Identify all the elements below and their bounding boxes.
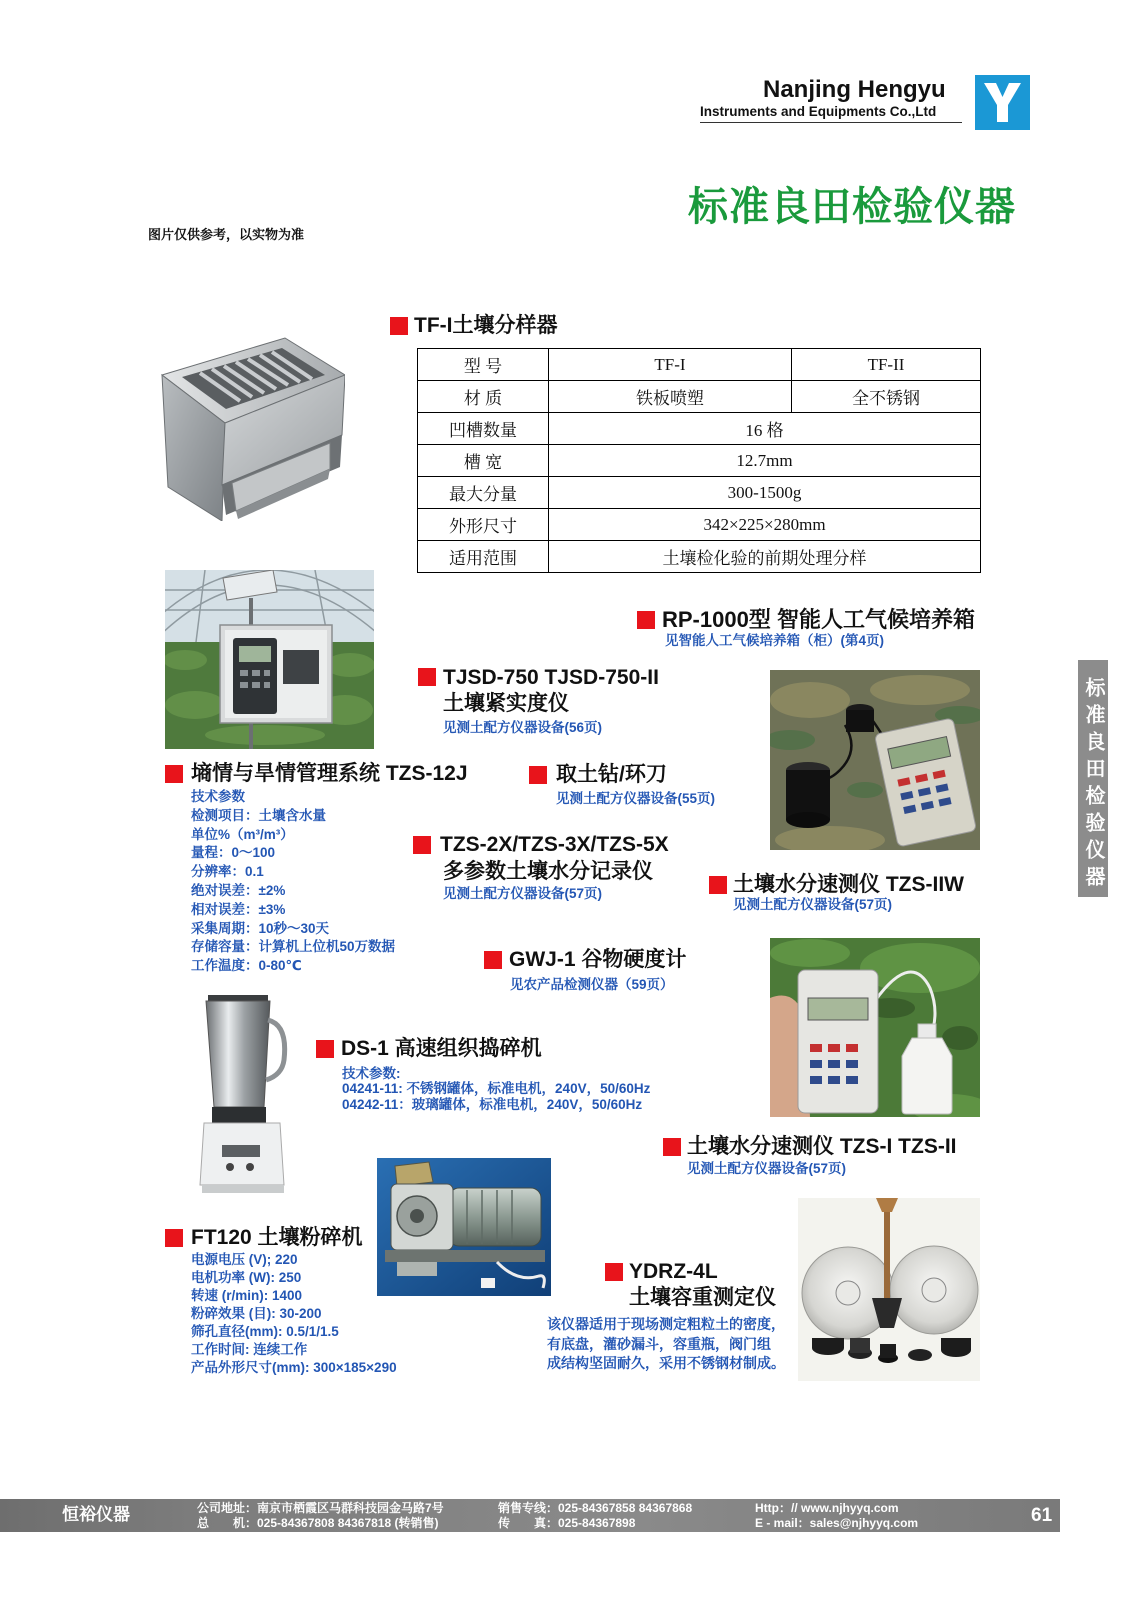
tzs-iiw-title: 土壤水分速测仪 TZS-IIW — [733, 873, 964, 896]
list-item: 04241-11: 不锈钢罐体，标准电机，240V，50/60Hz — [342, 1081, 651, 1096]
table-row-label: 槽 宽 — [418, 445, 549, 477]
table-row — [418, 413, 981, 445]
list-item: 电源电压 (V); 220 — [191, 1252, 298, 1267]
list-item: 检测项目：土壤含水量 — [191, 807, 326, 823]
list-item: 采集周期：10秒～30天 — [191, 920, 330, 936]
company-subtitle: Instruments and Equipments Co.,Ltd — [700, 104, 937, 119]
ft120-spec-list — [191, 1251, 397, 1377]
red-marker-icon — [390, 317, 408, 335]
red-marker-icon — [165, 765, 183, 783]
gwj1-title: GWJ-1 谷物硬度计 — [509, 948, 687, 971]
tzs2x-reference-link[interactable]: 见测土配方仪器设备(57页) — [443, 886, 603, 901]
soil-auger-reference-link[interactable]: 见测土配方仪器设备(55页) — [556, 791, 716, 806]
list-item: 单位%（m³/m³） — [191, 826, 294, 842]
list-item: 产品外形尺寸(mm): 300×185×290 — [191, 1360, 397, 1375]
gwj1-reference-link[interactable]: 见农产品检测仪器（59页） — [510, 977, 674, 992]
handheld-soil-moisture-meter-photo — [770, 938, 980, 1117]
red-marker-icon — [663, 1138, 681, 1156]
greenhouse-monitoring-station-photo — [165, 570, 374, 749]
ds1-title: DS-1 高速组织捣碎机 — [341, 1037, 542, 1060]
red-marker-icon — [529, 766, 547, 784]
red-marker-icon — [637, 611, 655, 629]
soil-sample-splitter-photo — [160, 335, 345, 521]
list-item: 成结构坚固耐久，采用不锈钢材制成。 — [547, 1355, 785, 1371]
rp1000-reference-link[interactable]: 见智能人工气候培养箱（柜）(第4页) — [665, 633, 884, 648]
table-cell: 342×225×280mm — [549, 509, 981, 541]
list-item: 筛孔直径(mm): 0.5/1/1.5 — [191, 1324, 339, 1339]
ds1-spec-list — [342, 1081, 650, 1113]
image-disclaimer: 图片仅供参考，以实物为准 — [148, 227, 305, 242]
red-marker-icon — [316, 1040, 334, 1058]
table-cell: 300-1500g — [549, 477, 981, 509]
red-marker-icon — [709, 876, 727, 894]
section-side-tab[interactable]: 标准良田检验仪器 — [1078, 660, 1108, 897]
tzs-i-title: 土壤水分速测仪 TZS-I TZS-II — [687, 1135, 957, 1158]
footer-switchboard: 总 机：025-84367808 84367818 (转销售) — [197, 1516, 439, 1530]
tjsd-title: TJSD-750 TJSD-750-II — [443, 666, 659, 689]
footer-sales-line: 销售专线：025-84367858 84367868 — [498, 1501, 693, 1515]
list-item: 量程：0～100 — [191, 845, 276, 861]
tzs-iiw-reference-link[interactable]: 见测土配方仪器设备(57页) — [733, 897, 893, 912]
table-row — [418, 541, 981, 573]
list-item: 存储容量：计算机上位机50万数据 — [191, 939, 396, 955]
hengyu-logo-icon — [975, 75, 1030, 130]
table-cell: 12.7mm — [549, 445, 981, 477]
table-cell: TF-II — [792, 349, 981, 381]
soil-moisture-recorder-photo — [770, 670, 980, 850]
tzs-i-reference-link[interactable]: 见测土配方仪器设备(57页) — [687, 1161, 847, 1176]
table-row-label: 适用范围 — [418, 541, 549, 573]
list-item: 有底盘，灌砂漏斗，容重瓶，阀门组 — [547, 1335, 771, 1352]
table-row — [418, 445, 981, 477]
footer-address: 公司地址：南京市栖霞区马群科技园金马路7号 — [197, 1501, 444, 1515]
table-row — [418, 509, 981, 541]
list-item: 技术参数 — [191, 789, 245, 804]
table-row-label: 材 质 — [418, 381, 549, 413]
tf1-title: TF-I土壤分样器 — [414, 314, 558, 337]
table-row-label: 凹槽数量 — [418, 413, 549, 445]
table-row — [418, 349, 981, 381]
list-item: 分辨率：0.1 — [191, 864, 264, 880]
list-item: 电机功率 (W): 250 — [191, 1270, 302, 1285]
soil-auger-title: 取土钻/环刀 — [556, 763, 667, 786]
tzs12j-spec-list — [191, 788, 395, 976]
tzs2x-title: TZS-2X/TZS-3X/TZS-5X — [440, 833, 669, 856]
tjsd-subtitle: 土壤紧实度仪 — [443, 692, 569, 715]
ft120-title: FT120 土壤粉碎机 — [191, 1226, 363, 1249]
footer-brand: 恒裕仪器 — [62, 1505, 130, 1524]
red-marker-icon — [165, 1229, 183, 1247]
table-row — [418, 381, 981, 413]
ds1-specs-label: 技术参数: — [342, 1066, 401, 1081]
table-cell: 铁板喷塑 — [549, 381, 792, 413]
tzs12j-title: 墒情与旱情管理系统 TZS-12J — [191, 762, 468, 785]
red-marker-icon — [413, 836, 431, 854]
table-row-label: 型 号 — [418, 349, 549, 381]
tf1-spec-table — [417, 348, 981, 573]
footer-email-link[interactable]: E - mail：sales@njhyyq.com — [755, 1516, 919, 1530]
table-row-label: 外形尺寸 — [418, 509, 549, 541]
company-name: Nanjing Hengyu — [763, 76, 946, 103]
footer-fax: 传 真：025-84367898 — [498, 1516, 636, 1530]
list-item: 该仪器适用于现场测定粗粒土的密度， — [547, 1316, 785, 1332]
tjsd-reference-link[interactable]: 见测土配方仪器设备(56页) — [443, 720, 603, 735]
table-cell: 16 格 — [549, 413, 981, 445]
tissue-blender-photo — [192, 995, 290, 1195]
ydrz-description — [547, 1315, 785, 1374]
list-item: 粉碎效果 (目): 30-200 — [191, 1306, 322, 1321]
soil-crusher-machine-photo — [377, 1158, 551, 1296]
soil-bulk-density-kit-photo — [798, 1198, 980, 1381]
list-item: 04242-11：玻璃罐体，标准电机，240V，50/60Hz — [342, 1097, 643, 1112]
header-divider — [700, 122, 962, 123]
red-marker-icon — [484, 951, 502, 969]
table-row — [418, 477, 981, 509]
ydrz-title: YDRZ-4L — [629, 1260, 718, 1283]
table-cell: TF-I — [549, 349, 792, 381]
table-cell: 土壤检化验的前期处理分样 — [549, 541, 981, 573]
page-title: 标准良田检验仪器 — [688, 185, 1016, 229]
list-item: 绝对误差：±2% — [191, 882, 286, 898]
red-marker-icon — [605, 1263, 623, 1281]
red-marker-icon — [418, 668, 436, 686]
list-item: 工作温度：0-80℃ — [191, 958, 302, 974]
page-number: 61 — [1031, 1505, 1053, 1526]
footer-website-link[interactable]: Http：// www.njhyyq.com — [755, 1501, 899, 1515]
list-item: 相对误差：±3% — [191, 901, 286, 917]
rp1000-title: RP-1000型 智能人工气候培养箱 — [662, 607, 975, 632]
tzs2x-subtitle: 多参数土壤水分记录仪 — [443, 860, 653, 883]
list-item: 工作时间: 连续工作 — [191, 1342, 308, 1357]
ydrz-subtitle: 土壤容重测定仪 — [629, 1286, 776, 1309]
table-row-label: 最大分量 — [418, 477, 549, 509]
list-item: 转速 (r/min): 1400 — [191, 1288, 303, 1303]
table-cell: 全不锈钢 — [792, 381, 981, 413]
